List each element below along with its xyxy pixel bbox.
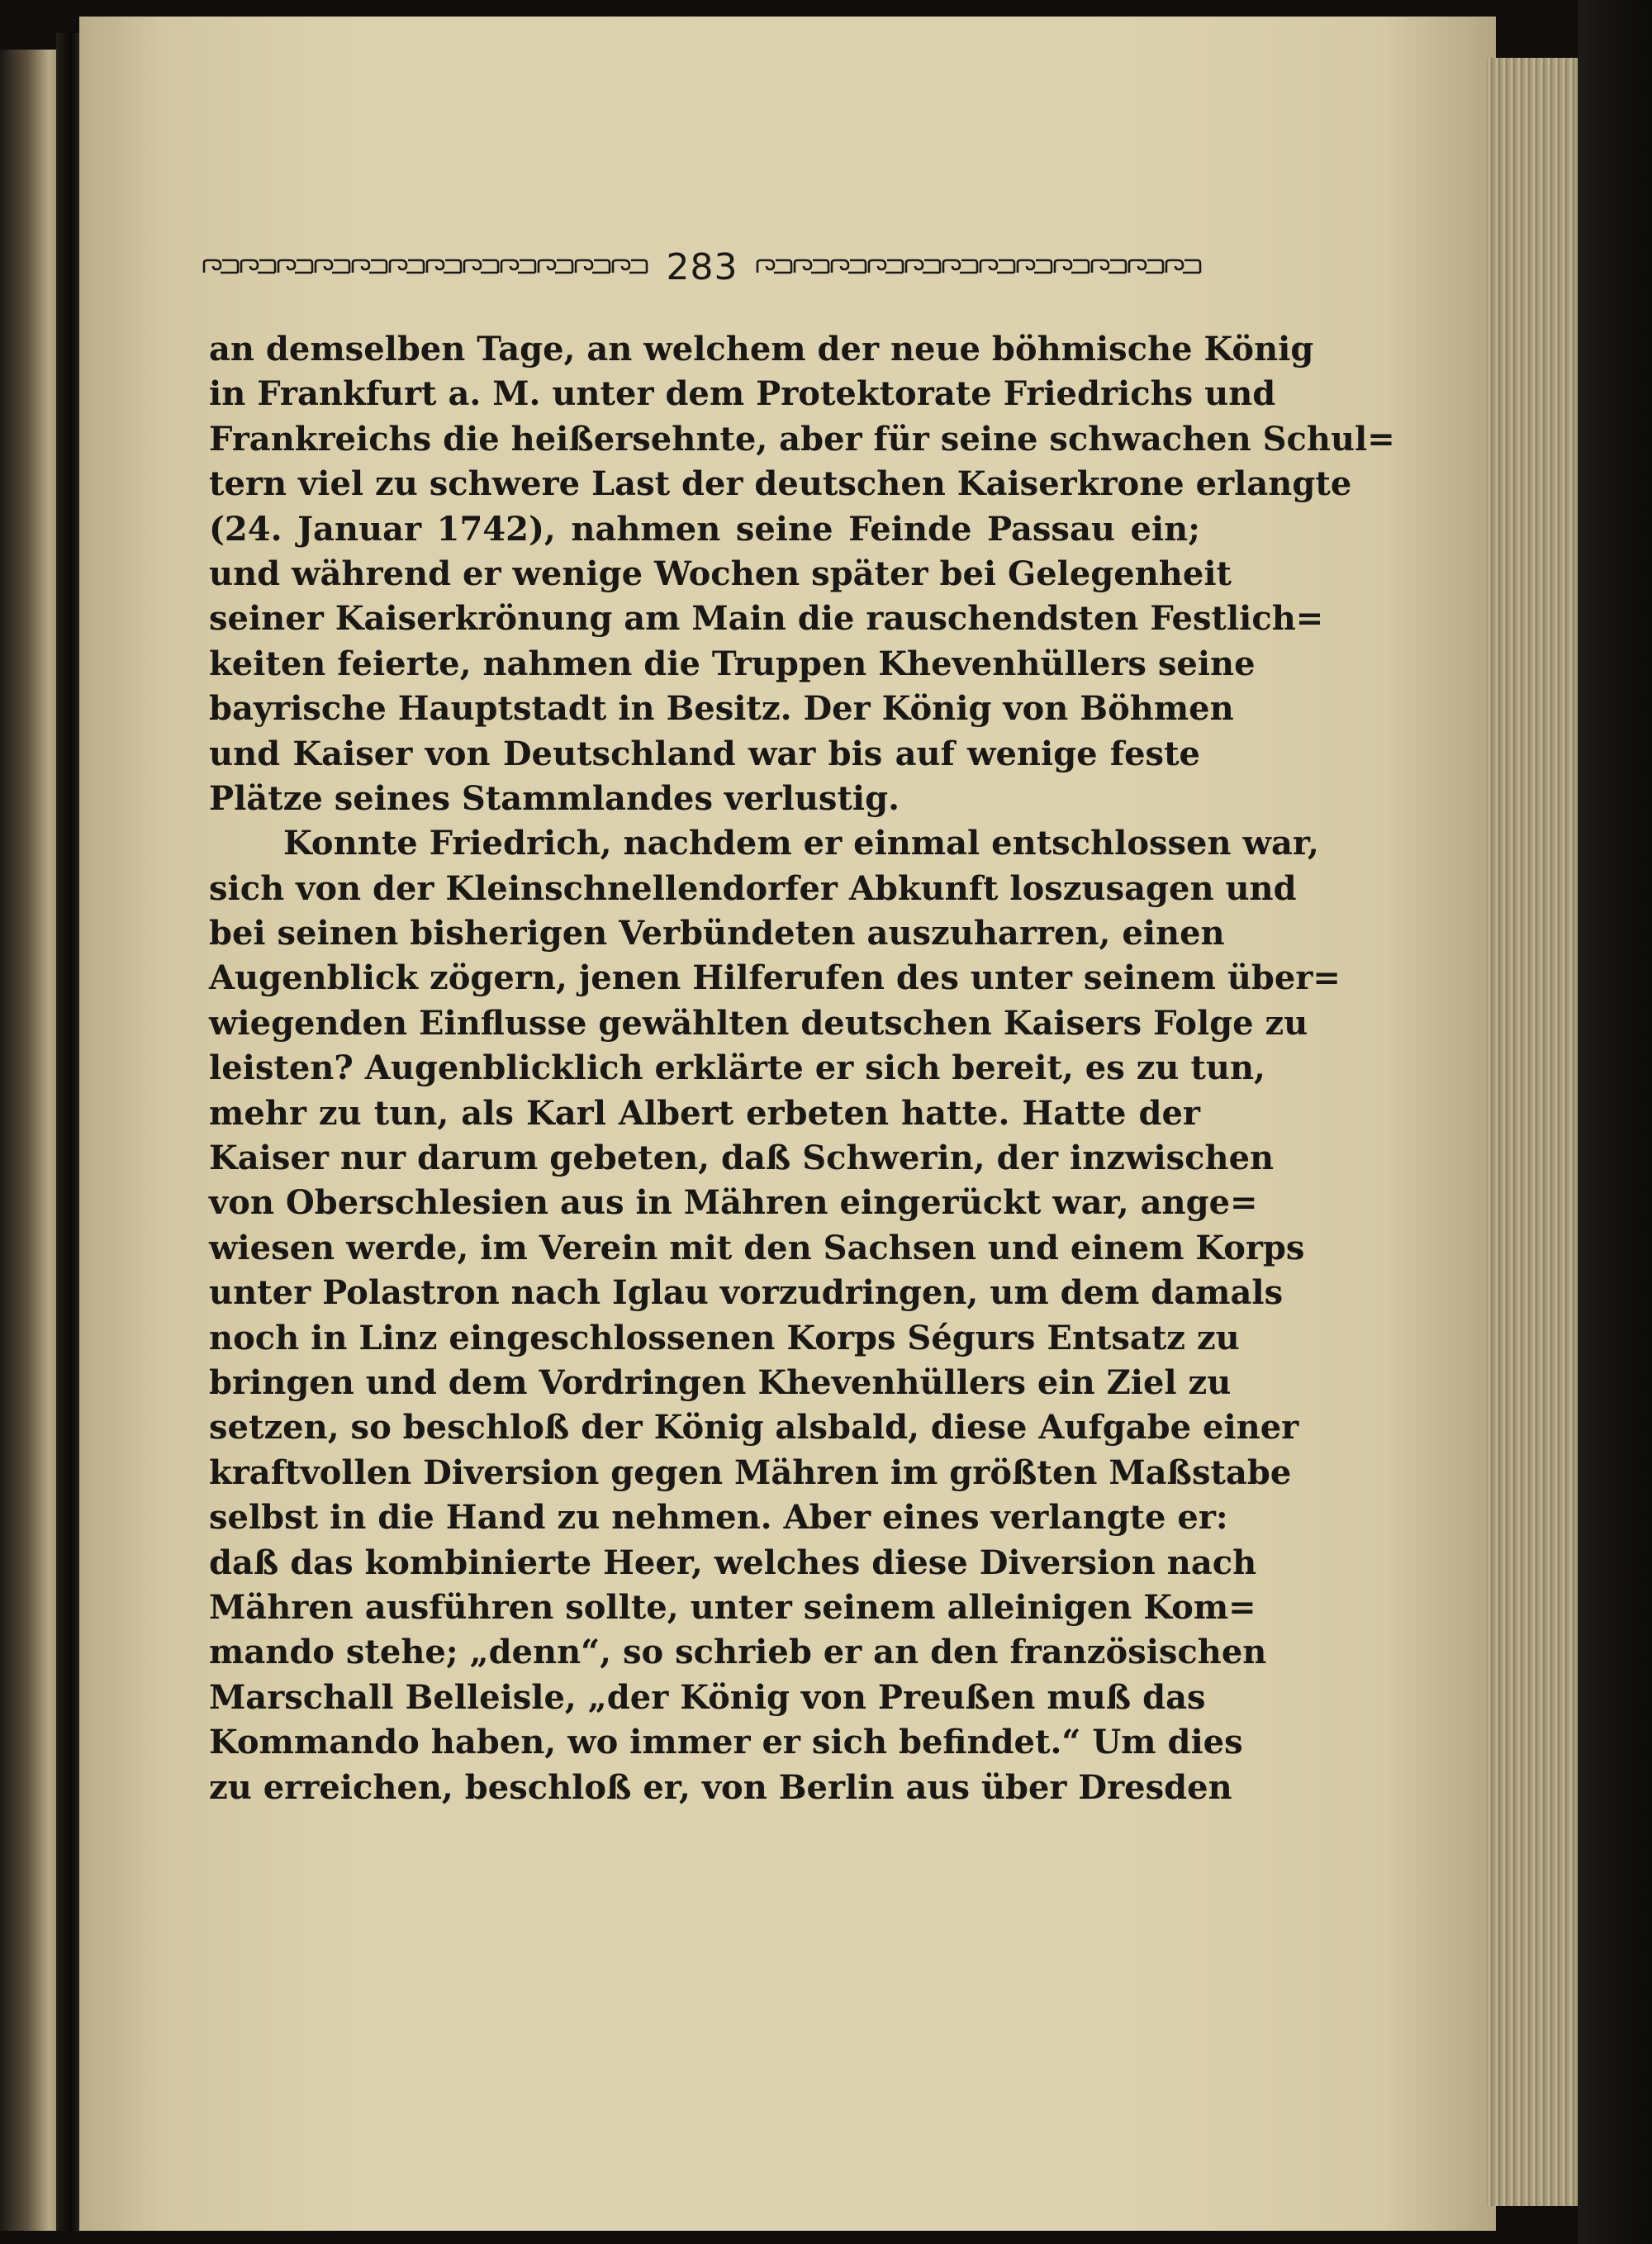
text-line: Kaiser nur darum gebeten, daß Schwerin, der inzwischen xyxy=(209,1139,1275,1178)
page-stack-edge xyxy=(1487,58,1586,2206)
book-cover-edge xyxy=(1578,0,1652,2244)
running-header xyxy=(202,242,1202,292)
text-line: sich von der Kleinschnellendorfer Abkunft loszusagen und xyxy=(209,868,1297,908)
text-line: von Oberschlesien aus in Mähren eingerückt war, ange= xyxy=(209,1183,1258,1223)
text-line: wiesen werde, im Verein mit den Sachsen und einem Korps xyxy=(209,1228,1305,1267)
text-line: mando stehe; „denn“, so schrieb er an den französischen xyxy=(209,1633,1267,1672)
text-line: unter Polastron nach Iglau vorzudringen, um dem damals xyxy=(209,1273,1284,1313)
text-line: an demselben Tage, an welchem der neue böhmische König xyxy=(209,330,1314,368)
binding-gutter xyxy=(56,33,81,2231)
text-line: Frankreichs die heißersehnte, aber für seine schwachen Schul= xyxy=(209,419,1395,459)
text-line: Mähren ausführen sollte, unter seinem alleinigen Kom= xyxy=(209,1587,1256,1627)
text-line: (24. Januar 1742), nahmen seine Feinde Passau ein; xyxy=(209,509,1200,549)
header-ornament-left xyxy=(202,258,648,276)
text-line: und Kaiser von Deutschland war bis auf wenige feste xyxy=(209,734,1200,773)
text-line: bringen und dem Vordringen Khevenhüllers ein Ziel zu xyxy=(209,1362,1232,1402)
text-line: in Frankfurt a. M. unter dem Protektorate Friedrichs und xyxy=(209,374,1276,414)
text-line: daß das kombinierte Heer, welches diese Diversion nach xyxy=(209,1543,1257,1582)
text-line: zu erreichen, beschloß er, von Berlin aus über Dresden xyxy=(209,1767,1232,1807)
text-line: seiner Kaiserkrönung am Main die rauschendsten Festlich= xyxy=(209,599,1324,639)
text-line: bei seinen bisherigen Verbündeten auszuharren, einen xyxy=(209,914,1225,953)
text-line: und während er wenige Wochen später bei Gelegenheit xyxy=(209,554,1232,593)
text-line: noch in Linz eingeschlossenen Korps Ségurs Entsatz zu xyxy=(209,1318,1240,1357)
page-number: 283 xyxy=(666,245,738,288)
text-line: keiten feierte, nahmen die Truppen Khevenhüllers seine xyxy=(209,644,1256,683)
text-line: setzen, so beschloß der König alsbald, diese Aufgabe einer xyxy=(209,1408,1299,1448)
text-line: bayrische Hauptstadt in Besitz. Der König von Böhmen xyxy=(209,689,1234,729)
header-ornament-right xyxy=(756,258,1202,276)
text-line: mehr zu tun, als Karl Albert erbeten hatte. Hatte der xyxy=(209,1093,1200,1133)
text-line: tern viel zu schwere Last der deutschen Kaiserkrone erlangte xyxy=(209,464,1352,504)
body-text xyxy=(209,327,1395,1810)
text-line: kraftvollen Diversion gegen Mähren im größten Maßstabe xyxy=(209,1452,1292,1492)
text-line: Marschall Belleisle, „der König von Preußen muß das xyxy=(209,1677,1206,1717)
text-line: Plätze seines Stammlandes verlustig. xyxy=(209,778,900,818)
text-line: Kommando haben, wo immer er sich befindet.“ Um dies xyxy=(209,1723,1243,1762)
text-line: wiegenden Einflusse gewählten deutschen Kaisers Folge zu xyxy=(209,1003,1308,1043)
text-line: selbst in die Hand zu nehmen. Aber eines verlangte er: xyxy=(209,1498,1228,1538)
text-line: Konnte Friedrich, nachdem er einmal entschlossen war, xyxy=(283,824,1319,863)
text-line: leisten? Augenblicklich erklärte er sich bereit, es zu tun, xyxy=(209,1048,1265,1088)
text-line: Augenblick zögern, jenen Hilferufen des unter seinem über= xyxy=(209,958,1341,998)
